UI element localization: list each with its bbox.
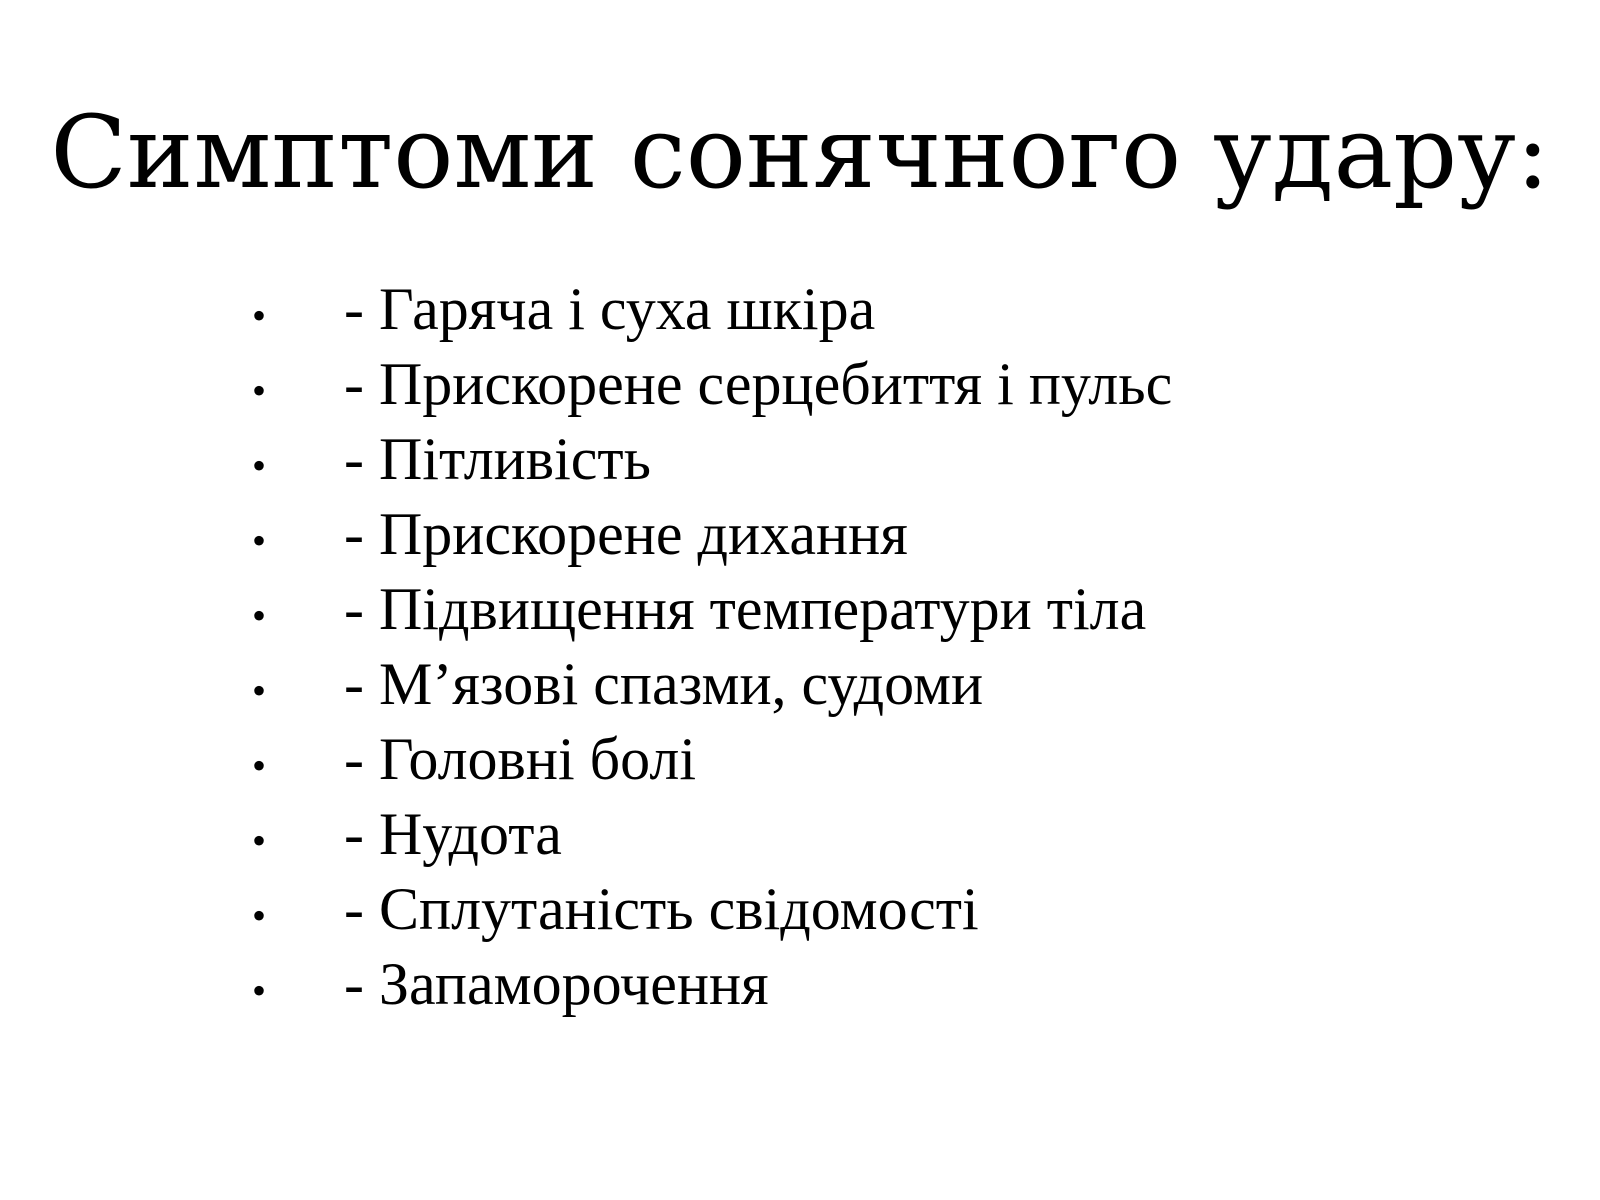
list-item-text: - М’язові спазми, судоми [344, 651, 984, 717]
bullet-icon: • [252, 293, 267, 338]
bullet-icon: • [252, 668, 267, 713]
bullet-icon: • [252, 443, 267, 488]
list-item [252, 722, 1172, 797]
bullet-icon: • [252, 518, 267, 563]
bullet-icon: • [252, 893, 267, 938]
list-item [252, 272, 1172, 347]
symptom-list [252, 272, 1172, 1022]
list-item [252, 947, 1172, 1022]
slide-title: Симптоми сонячного удару: [50, 94, 1550, 211]
list-item-text: - Гаряча і суха шкіра [344, 276, 876, 342]
list-item [252, 422, 1172, 497]
list-item [252, 872, 1172, 947]
list-item-text: - Нудота [344, 801, 562, 867]
bullet-icon: • [252, 743, 267, 788]
list-item [252, 647, 1172, 722]
list-item-text: - Головні болі [344, 726, 697, 792]
list-item [252, 497, 1172, 572]
list-item-text: - Запаморочення [344, 951, 769, 1017]
list-item-text: - Сплутаність свідомості [344, 876, 979, 942]
list-item-text: - Пітливість [344, 426, 651, 492]
list-item [252, 797, 1172, 872]
list-item-text: - Прискорене дихання [344, 501, 908, 567]
list-item-text: - Прискорене серцебиття і пульс [344, 351, 1173, 417]
bullet-icon: • [252, 593, 267, 638]
bullet-icon: • [252, 818, 267, 863]
bullet-icon: • [252, 968, 267, 1013]
list-item [252, 572, 1172, 647]
list-item-text: - Підвищення температури тіла [344, 576, 1147, 642]
bullet-icon: • [252, 368, 267, 413]
list-item [252, 347, 1172, 422]
